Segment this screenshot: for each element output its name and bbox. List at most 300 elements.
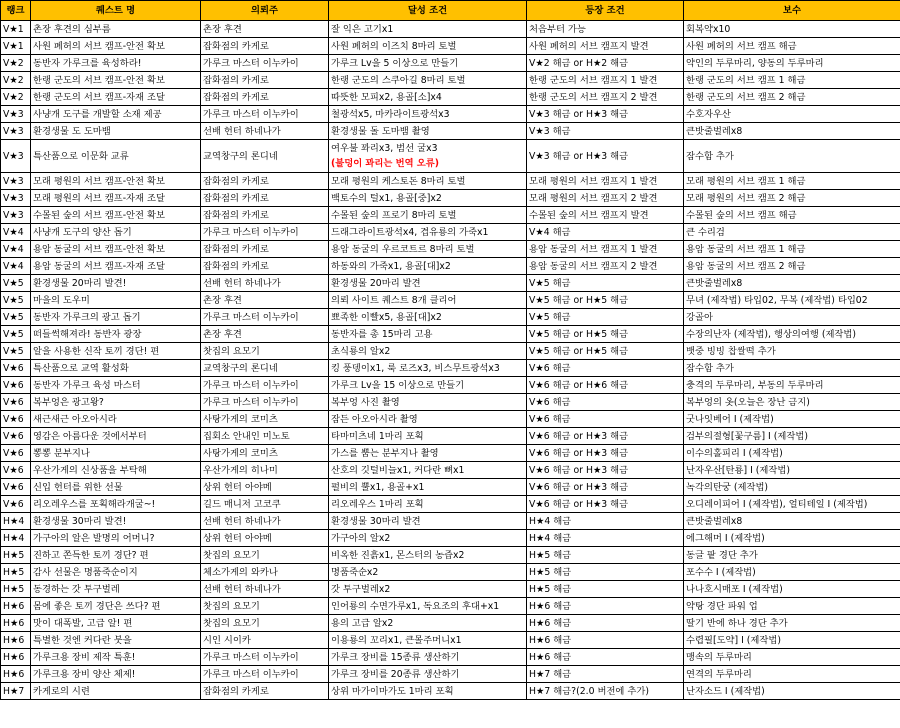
cell-quest-name-text: 복부엉은 광고왕? — [33, 396, 104, 408]
cell-rank-text: V★6 — [3, 481, 24, 493]
cell-condition-text: 복부엉 사진 촬영 — [331, 396, 400, 408]
cell-quest-name-text: 촌장 후견의 심부름 — [33, 23, 111, 35]
cell-condition — [329, 445, 527, 462]
cell-quest-name-text: 뽕뽕 분부지나 — [33, 447, 90, 459]
cell-client-text: 찻집의 요모기 — [203, 549, 260, 561]
cell-condition — [329, 72, 527, 89]
table-row — [1, 173, 900, 190]
table-row — [1, 292, 900, 309]
cell-reward-text: 난자우산[탄룡] I (제작법) — [686, 464, 790, 476]
cell-reward — [684, 173, 900, 190]
cell-rank-text: H★4 — [3, 515, 25, 527]
cell-rank — [1, 547, 31, 564]
table-row — [1, 666, 900, 683]
cell-reward — [684, 683, 900, 700]
cell-unlock — [527, 241, 684, 258]
cell-unlock-text: V★5 해금 — [529, 311, 571, 323]
cell-unlock — [527, 173, 684, 190]
cell-condition-text: 환경생물 30마리 발견 — [331, 515, 421, 527]
cell-condition-text: 뾰족한 이빨x5, 용골[대]x2 — [331, 311, 442, 323]
cell-quest-name-text: 맛이 대폭발, 고급 알! 편 — [33, 617, 133, 629]
cell-rank-text: V★5 — [3, 311, 24, 323]
cell-quest-name-text: 새근새근 아오아시라 — [33, 413, 117, 425]
cell-condition-text: 펄비의 뿔x1, 용골+x1 — [331, 481, 425, 493]
cell-condition — [329, 190, 527, 207]
cell-unlock — [527, 462, 684, 479]
cell-unlock-text: V★6 해금 — [529, 396, 571, 408]
cell-rank-text: H★7 — [3, 685, 25, 697]
cell-condition-text: 수몰된 숲의 프로기 8마리 토벌 — [331, 209, 457, 221]
cell-unlock-text: H★7 해금?(2.0 버전에 추가) — [529, 685, 649, 697]
cell-condition-text: 용의 고급 알x2 — [331, 617, 394, 629]
cell-rank — [1, 38, 31, 55]
cell-condition-text: 인어룡의 수면가루x1, 독요조의 후대+x1 — [331, 600, 500, 612]
cell-reward — [684, 241, 900, 258]
table-row — [1, 360, 900, 377]
table-row — [1, 224, 900, 241]
cell-rank-text: V★2 — [3, 57, 24, 69]
cell-reward-text: 사원 폐허의 서브 캠프 해금 — [686, 40, 797, 52]
cell-unlock-text: V★5 해금 — [529, 277, 571, 289]
cell-unlock-text: V★3 해금 or H★3 해금 — [529, 150, 629, 162]
cell-condition — [329, 530, 527, 547]
cell-quest-name — [31, 224, 201, 241]
cell-quest-name — [31, 496, 201, 513]
table-header-row — [1, 1, 900, 21]
cell-rank — [1, 513, 31, 530]
cell-unlock — [527, 21, 684, 38]
cell-quest-name — [31, 428, 201, 445]
cell-rank — [1, 241, 31, 258]
cell-reward — [684, 411, 900, 428]
cell-unlock — [527, 55, 684, 72]
cell-rank — [1, 55, 31, 72]
cell-unlock — [527, 649, 684, 666]
cell-client-text: 촌장 후견 — [203, 294, 242, 306]
cell-quest-name — [31, 292, 201, 309]
table-row — [1, 21, 900, 38]
cell-reward-text: 충격의 두루마리, 부동의 두루마리 — [686, 379, 824, 391]
cell-client-text: 선배 헌터 하네나가 — [203, 583, 281, 595]
table-row — [1, 38, 900, 55]
cell-condition-text: 갓 투구벌레x2 — [331, 583, 391, 595]
cell-client — [201, 360, 329, 377]
cell-client — [201, 241, 329, 258]
cell-quest-name — [31, 258, 201, 275]
cell-condition — [329, 547, 527, 564]
cell-unlock — [527, 224, 684, 241]
cell-quest-name-text: 용암 동굴의 서브 캠프-안전 확보 — [33, 243, 165, 255]
cell-reward — [684, 106, 900, 123]
cell-unlock — [527, 343, 684, 360]
cell-quest-name — [31, 666, 201, 683]
cell-rank-text: V★3 — [3, 108, 24, 120]
cell-quest-name — [31, 632, 201, 649]
cell-condition-text: 가스를 뿜는 분부지나 촬영 — [331, 447, 439, 459]
cell-condition-text: 가구아의 알x2 — [331, 532, 391, 544]
cell-unlock — [527, 377, 684, 394]
cell-unlock-text: 수몰된 숲의 서브 캠프지 발견 — [529, 209, 649, 221]
header-reward: 보수 — [684, 1, 900, 21]
cell-reward — [684, 207, 900, 224]
cell-reward — [684, 394, 900, 411]
translation-error-note: (불덩이 꽈리는 번역 오류) — [331, 158, 440, 169]
cell-reward-text: 수호자우산 — [686, 108, 731, 120]
cell-reward-text: 회복약x10 — [686, 23, 731, 35]
cell-reward — [684, 513, 900, 530]
cell-rank-text: V★1 — [3, 40, 24, 52]
cell-quest-name-text: 동반자 가루크 육성 마스터 — [33, 379, 141, 391]
table-row — [1, 140, 900, 173]
cell-client — [201, 207, 329, 224]
cell-condition — [329, 632, 527, 649]
header-rank: 랭크 — [1, 1, 31, 21]
cell-reward-text: 용암 동굴의 서브 캠프 2 해금 — [686, 260, 806, 272]
cell-client-text: 가루크 마스터 이누카이 — [203, 668, 299, 680]
cell-unlock — [527, 683, 684, 700]
cell-quest-name-text: 사냥개 도구의 양산 돕기 — [33, 226, 132, 238]
cell-client — [201, 581, 329, 598]
cell-reward-text: 이수의홀피리 I (제작법) — [686, 447, 783, 459]
cell-unlock — [527, 445, 684, 462]
cell-condition-text: 명품죽순x2 — [331, 566, 379, 578]
cell-rank-text: V★4 — [3, 260, 24, 272]
cell-client — [201, 632, 329, 649]
cell-reward-text: 약인의 두루마리, 양동의 두루마리 — [686, 57, 824, 69]
cell-client — [201, 309, 329, 326]
table-row — [1, 241, 900, 258]
cell-reward-text: 약탕 경단 파워 업 — [686, 600, 758, 612]
cell-unlock-text: V★6 해금 — [529, 362, 571, 374]
cell-condition — [329, 207, 527, 224]
cell-unlock-text: H★4 해금 — [529, 532, 572, 544]
cell-quest-name-text: 신입 헌터를 위한 선물 — [33, 481, 123, 493]
cell-condition-text: 백토수의 털x1, 용골[중]x2 — [331, 192, 442, 204]
cell-rank — [1, 411, 31, 428]
cell-client-text: 가루크 마스터 이누카이 — [203, 379, 299, 391]
cell-reward-text: 모래 평원의 서브 캠프 2 해금 — [686, 192, 806, 204]
table-row — [1, 547, 900, 564]
cell-quest-name — [31, 462, 201, 479]
cell-unlock — [527, 140, 684, 173]
cell-unlock-text: 모래 평원의 서브 캠프지 1 발견 — [529, 175, 658, 187]
cell-reward — [684, 564, 900, 581]
cell-rank — [1, 89, 31, 106]
cell-reward — [684, 445, 900, 462]
cell-unlock — [527, 615, 684, 632]
cell-condition-text: 여우불 꽈리x3, 범선 굴x3 — [331, 143, 438, 154]
cell-quest-name — [31, 598, 201, 615]
cell-rank-text: V★2 — [3, 91, 24, 103]
cell-client — [201, 224, 329, 241]
cell-rank — [1, 564, 31, 581]
cell-condition — [329, 479, 527, 496]
cell-reward-text: 수몰된 숲의 서브 캠프 해금 — [686, 209, 797, 221]
cell-reward-text: 포수수 I (제작법) — [686, 566, 756, 578]
cell-condition — [329, 106, 527, 123]
cell-reward — [684, 462, 900, 479]
cell-reward — [684, 496, 900, 513]
cell-condition-text: 동반자를 총 15마리 고용 — [331, 328, 433, 340]
cell-condition-text: 초식룡의 알x2 — [331, 345, 391, 357]
cell-reward-text: 딸기 반에 하나 경단 추가 — [686, 617, 788, 629]
cell-client — [201, 530, 329, 547]
cell-quest-name — [31, 360, 201, 377]
cell-rank-text: V★5 — [3, 277, 24, 289]
cell-reward-text: 무녀 (제작법) 타입02, 무복 (제작법) 타입02 — [686, 294, 868, 306]
cell-reward-text: 큰 수리검 — [686, 226, 725, 238]
cell-unlock-text: H★5 해금 — [529, 583, 572, 595]
cell-client — [201, 89, 329, 106]
cell-client — [201, 292, 329, 309]
cell-client — [201, 326, 329, 343]
cell-unlock-text: V★6 해금 or H★3 해금 — [529, 447, 629, 459]
cell-reward-text: 수장의난자 (제작법), 행상의여행 (제작법) — [686, 328, 857, 340]
cell-condition-text: 철광석x5, 마카라이트광석x3 — [331, 108, 450, 120]
cell-unlock-text: H★6 해금 — [529, 634, 572, 646]
cell-quest-name — [31, 411, 201, 428]
table-row — [1, 207, 900, 224]
cell-condition-text: 환경생물 돌 도마뱀 촬영 — [331, 125, 430, 137]
cell-unlock — [527, 123, 684, 140]
cell-unlock — [527, 309, 684, 326]
cell-client-text: 찻집의 요모기 — [203, 617, 260, 629]
cell-rank-text: V★3 — [3, 150, 24, 162]
cell-condition-text: 따뜻한 모피x2, 용골[소]x4 — [331, 91, 442, 103]
cell-rank-text: V★2 — [3, 74, 24, 86]
cell-quest-name-text: 리오레우스를 포획해라개굴~! — [33, 498, 156, 510]
cell-client — [201, 258, 329, 275]
cell-quest-name — [31, 72, 201, 89]
cell-reward — [684, 649, 900, 666]
cell-condition-text: 환경생물 20마리 발견 — [331, 277, 421, 289]
cell-unlock-text: V★6 해금 or H★3 해금 — [529, 430, 629, 442]
cell-condition — [329, 123, 527, 140]
cell-client — [201, 547, 329, 564]
cell-unlock-text: H★6 해금 — [529, 651, 572, 663]
cell-reward-text: 큰밧줄벌레x8 — [686, 125, 743, 137]
cell-client-text: 촌장 후견 — [203, 23, 242, 35]
cell-client-text: 잡화점의 카게로 — [203, 192, 269, 204]
cell-reward-text: 녹각의탄궁 (제작법) — [686, 481, 769, 493]
cell-condition — [329, 55, 527, 72]
cell-client — [201, 123, 329, 140]
cell-unlock — [527, 258, 684, 275]
cell-quest-name-text: 가루크용 장비 양산 체제! — [33, 668, 136, 680]
cell-condition — [329, 462, 527, 479]
cell-client — [201, 190, 329, 207]
cell-reward — [684, 38, 900, 55]
cell-reward-text: 한랭 군도의 서브 캠프 2 해금 — [686, 91, 806, 103]
table-row — [1, 513, 900, 530]
cell-quest-name — [31, 123, 201, 140]
cell-client-text: 선배 헌터 하네나가 — [203, 515, 281, 527]
cell-rank — [1, 123, 31, 140]
cell-rank — [1, 649, 31, 666]
cell-reward — [684, 530, 900, 547]
cell-condition — [329, 411, 527, 428]
cell-condition-text: 잠든 아오아시라 촬영 — [331, 413, 418, 425]
cell-reward — [684, 123, 900, 140]
cell-condition — [329, 309, 527, 326]
cell-condition-text: 산호의 깃털비늘x1, 커다란 뼈x1 — [331, 464, 465, 476]
cell-quest-name — [31, 615, 201, 632]
table-row — [1, 615, 900, 632]
cell-condition — [329, 428, 527, 445]
cell-rank-text: V★6 — [3, 447, 24, 459]
cell-client — [201, 173, 329, 190]
cell-rank-text: V★4 — [3, 226, 24, 238]
cell-condition — [329, 326, 527, 343]
cell-client-text: 시인 시이카 — [203, 634, 251, 646]
cell-client — [201, 598, 329, 615]
cell-reward — [684, 258, 900, 275]
cell-condition-text: 하동와의 가죽x1, 용골[대]x2 — [331, 260, 451, 272]
cell-reward-text: 동글 팥 경단 추가 — [686, 549, 758, 561]
cell-condition — [329, 258, 527, 275]
cell-condition-text: 가루크 장비를 15종류 생산하기 — [331, 651, 460, 663]
cell-reward — [684, 326, 900, 343]
cell-unlock-text: V★2 해금 or H★2 해금 — [529, 57, 629, 69]
cell-rank — [1, 140, 31, 173]
cell-client — [201, 55, 329, 72]
cell-rank-text: V★6 — [3, 464, 24, 476]
table-body — [1, 21, 900, 700]
cell-quest-name-text: 환경생물 도 도마뱀 — [33, 125, 111, 137]
cell-condition-text: 잘 익은 고기x1 — [331, 23, 394, 35]
cell-reward — [684, 666, 900, 683]
cell-rank-text: V★6 — [3, 362, 24, 374]
cell-client-text: 길드 매니저 고코쿠 — [203, 498, 281, 510]
table-row — [1, 190, 900, 207]
cell-unlock-text: V★6 해금 — [529, 413, 571, 425]
cell-reward-text: 맹속의 두루마리 — [686, 651, 752, 663]
cell-reward-text: 수렵필[도약] I (제작법) — [686, 634, 782, 646]
cell-rank-text: V★6 — [3, 430, 24, 442]
cell-quest-name — [31, 89, 201, 106]
table-row — [1, 632, 900, 649]
table-row — [1, 411, 900, 428]
cell-client-text: 상위 헌터 아야메 — [203, 532, 272, 544]
table-row — [1, 123, 900, 140]
cell-condition-text: 용암 동굴의 우르코트르 8마리 토벌 — [331, 243, 475, 255]
cell-client-text: 찻집의 요모기 — [203, 345, 260, 357]
table-row — [1, 683, 900, 700]
cell-quest-name-text: 가루크용 장비 제작 특훈! — [33, 651, 136, 663]
cell-quest-name — [31, 479, 201, 496]
table-row — [1, 445, 900, 462]
table-row — [1, 326, 900, 343]
cell-quest-name-text: 카게로의 시련 — [33, 685, 90, 697]
cell-unlock — [527, 292, 684, 309]
cell-client-text: 가루크 마스터 이누카이 — [203, 396, 299, 408]
cell-unlock-text: V★5 해금 or H★5 해금 — [529, 345, 629, 357]
cell-quest-name — [31, 21, 201, 38]
cell-reward-text: 잠수함 추가 — [686, 362, 734, 374]
cell-unlock-text: 한랭 군도의 서브 캠프지 1 발견 — [529, 74, 658, 86]
cell-client — [201, 21, 329, 38]
cell-unlock-text: H★4 해금 — [529, 515, 572, 527]
cell-reward-text: 뱃중 빙빙 찹쌀떡 추가 — [686, 345, 776, 357]
cell-quest-name-text: 특산품으로 교역 활성화 — [33, 362, 129, 374]
cell-quest-name — [31, 445, 201, 462]
cell-unlock — [527, 666, 684, 683]
cell-client-text: 선배 헌터 하네나가 — [203, 277, 281, 289]
cell-unlock-text: V★5 해금 or H★5 해금 — [529, 294, 629, 306]
cell-reward — [684, 309, 900, 326]
cell-rank — [1, 343, 31, 360]
cell-client-text: 잡화점의 카게로 — [203, 209, 269, 221]
cell-reward — [684, 615, 900, 632]
cell-reward-text: 난자소드 I (제작법) — [686, 685, 765, 697]
cell-rank-text: V★3 — [3, 209, 24, 221]
cell-reward — [684, 21, 900, 38]
cell-unlock — [527, 326, 684, 343]
cell-client — [201, 140, 329, 173]
cell-unlock-text: V★3 해금 — [529, 125, 571, 137]
cell-rank-text: V★4 — [3, 243, 24, 255]
table-row — [1, 106, 900, 123]
cell-condition-text: 리오레우스 1마리 포획 — [331, 498, 424, 510]
cell-condition — [329, 38, 527, 55]
cell-quest-name — [31, 530, 201, 547]
cell-condition — [329, 224, 527, 241]
cell-client-text: 잡화점의 카게로 — [203, 243, 269, 255]
cell-unlock — [527, 632, 684, 649]
cell-client — [201, 377, 329, 394]
cell-unlock-text: H★7 해금 — [529, 668, 572, 680]
cell-reward-text: 나나호시매포 I (제작법) — [686, 583, 783, 595]
cell-client — [201, 411, 329, 428]
cell-rank-text: V★5 — [3, 294, 24, 306]
cell-reward — [684, 89, 900, 106]
cell-condition — [329, 564, 527, 581]
cell-client — [201, 479, 329, 496]
cell-rank — [1, 394, 31, 411]
cell-client-text: 가루크 마스터 이누카이 — [203, 311, 299, 323]
cell-unlock — [527, 190, 684, 207]
cell-quest-name-text: 진하고 쫀득한 토끼 경단? 편 — [33, 549, 149, 561]
cell-rank — [1, 377, 31, 394]
cell-reward — [684, 479, 900, 496]
cell-unlock-text: 모래 평원의 서브 캠프지 2 발견 — [529, 192, 658, 204]
cell-rank — [1, 479, 31, 496]
cell-rank-text: H★5 — [3, 549, 25, 561]
cell-client-text: 사탕가게의 코미츠 — [203, 447, 278, 459]
cell-reward — [684, 292, 900, 309]
cell-quest-name — [31, 309, 201, 326]
cell-quest-name — [31, 377, 201, 394]
cell-rank — [1, 462, 31, 479]
cell-quest-name — [31, 55, 201, 72]
cell-reward — [684, 377, 900, 394]
cell-quest-name-text: 마을의 도우미 — [33, 294, 90, 306]
cell-unlock-text: V★3 해금 or H★3 해금 — [529, 108, 629, 120]
cell-reward-text: 오디레이피어 I (제작법), 얼티테일 I (제작법) — [686, 498, 868, 510]
cell-condition-text: 가루크 장비를 20종류 생산하기 — [331, 668, 460, 680]
cell-client — [201, 428, 329, 445]
cell-rank-text: V★6 — [3, 396, 24, 408]
cell-condition — [329, 683, 527, 700]
cell-unlock-text: H★5 해금 — [529, 566, 572, 578]
cell-client-text: 집회소 안내인 미노토 — [203, 430, 290, 442]
cell-unlock — [527, 72, 684, 89]
cell-quest-name-text: 동반자 가루크의 광고 돕기 — [33, 311, 141, 323]
cell-rank — [1, 666, 31, 683]
cell-rank-text: V★3 — [3, 192, 24, 204]
cell-rank — [1, 72, 31, 89]
cell-quest-name-text: 모래 평원의 서브 캠프-자재 조달 — [33, 192, 165, 204]
